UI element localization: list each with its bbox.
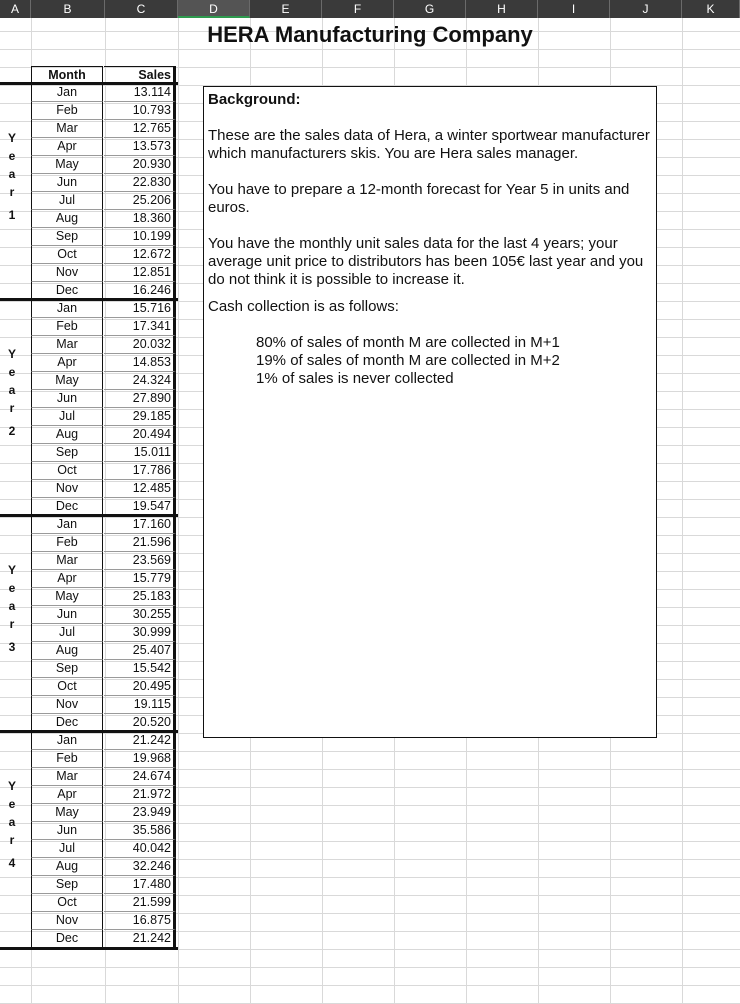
month-cell[interactable]: Mar (31, 336, 103, 354)
sales-cell[interactable]: 17.160 (104, 516, 176, 534)
background-paragraph-2: You have to prepare a 12-month forecast for Year 5 in units and euros. (208, 181, 630, 216)
year-separator (0, 298, 178, 301)
month-cell[interactable]: Jul (31, 192, 103, 210)
month-cell[interactable]: Jun (31, 390, 103, 408)
month-cell[interactable]: Sep (31, 660, 103, 678)
sales-cell[interactable]: 20.494 (104, 426, 176, 444)
sales-cell[interactable]: 15.011 (104, 444, 176, 462)
column-header-c[interactable]: C (105, 0, 178, 18)
month-cell[interactable]: Oct (31, 246, 103, 264)
sales-cell[interactable]: 10.199 (104, 228, 176, 246)
month-cell[interactable]: Jun (31, 822, 103, 840)
collection-item: 19% of sales of month M are collected in M+2 (256, 352, 560, 369)
month-column-header[interactable]: Month (31, 66, 103, 84)
month-cell[interactable]: Nov (31, 480, 103, 498)
sales-cell[interactable]: 30.255 (104, 606, 176, 624)
column-header-k[interactable]: K (682, 0, 740, 18)
sales-cell[interactable]: 19.115 (104, 696, 176, 714)
month-cell[interactable]: Nov (31, 696, 103, 714)
collection-list (208, 334, 652, 388)
month-cell[interactable]: Dec (31, 930, 103, 948)
background-paragraph-3: You have the monthly unit sales data for the last 4 years; your average unit price to distributors has been 105€ last year and you do not think it is possible to increase it. (208, 235, 644, 288)
sales-cell[interactable]: 21.599 (104, 894, 176, 912)
column-header-a[interactable]: A (0, 0, 31, 18)
column-header-i[interactable]: I (538, 0, 610, 18)
month-cell[interactable]: Nov (31, 264, 103, 282)
sales-cell[interactable]: 21.972 (104, 786, 176, 804)
year-separator (0, 82, 178, 85)
sales-cell[interactable]: 25.183 (104, 588, 176, 606)
month-cell[interactable]: Apr (31, 354, 103, 372)
sales-cell[interactable]: 19.547 (104, 498, 176, 516)
sales-cell[interactable]: 24.324 (104, 372, 176, 390)
sales-cell[interactable]: 12.672 (104, 246, 176, 264)
month-cell[interactable]: Jan (31, 732, 103, 750)
month-cell[interactable]: Jan (31, 516, 103, 534)
sales-cell[interactable]: 20.930 (104, 156, 176, 174)
sales-cell[interactable]: 29.185 (104, 408, 176, 426)
column-header-j[interactable]: J (610, 0, 682, 18)
sales-cell[interactable]: 17.341 (104, 318, 176, 336)
month-cell[interactable]: Jun (31, 606, 103, 624)
background-paragraph-4: Cash collection is as follows: (208, 298, 399, 315)
sales-cell[interactable]: 17.480 (104, 876, 176, 894)
sales-cell[interactable]: 17.786 (104, 462, 176, 480)
month-cell[interactable]: Feb (31, 102, 103, 120)
collection-item: 1% of sales is never collected (256, 370, 454, 387)
year-label: Y e a r 4 (7, 779, 16, 870)
column-header-d[interactable]: D (178, 0, 250, 18)
month-cell[interactable]: May (31, 588, 103, 606)
month-cell[interactable]: Aug (31, 210, 103, 228)
sales-cell[interactable]: 12.851 (104, 264, 176, 282)
month-cell[interactable]: Aug (31, 642, 103, 660)
month-cell[interactable]: May (31, 372, 103, 390)
sales-cell[interactable]: 16.875 (104, 912, 176, 930)
column-header-h[interactable]: H (466, 0, 538, 18)
sales-cell[interactable]: 30.999 (104, 624, 176, 642)
sales-cell[interactable]: 21.596 (104, 534, 176, 552)
background-heading: Background: (208, 91, 301, 108)
month-cell[interactable]: Jun (31, 174, 103, 192)
year-label: Y e a r 2 (7, 347, 16, 438)
sales-cell[interactable]: 15.779 (104, 570, 176, 588)
month-cell[interactable]: Aug (31, 858, 103, 876)
background-paragraph-1: These are the sales data of Hera, a winter sportwear manufacturer which manufacturers skis. You are Hera sales manager. (208, 127, 650, 162)
sales-column-header[interactable]: Sales (104, 66, 176, 84)
month-cell[interactable]: Apr (31, 786, 103, 804)
month-cell[interactable]: Oct (31, 462, 103, 480)
month-cell[interactable]: Feb (31, 318, 103, 336)
grid-column-line (178, 18, 179, 1004)
month-cell[interactable]: Dec (31, 498, 103, 516)
sales-cell[interactable]: 32.246 (104, 858, 176, 876)
year-label: Y e a r 1 (7, 131, 16, 222)
table-bottom-border (0, 947, 178, 950)
month-cell[interactable]: Jul (31, 840, 103, 858)
month-cell[interactable]: Mar (31, 768, 103, 786)
column-header-f[interactable]: F (322, 0, 394, 18)
month-cell[interactable]: Aug (31, 426, 103, 444)
sales-cell[interactable]: 16.246 (104, 282, 176, 300)
month-cell[interactable]: Jan (31, 300, 103, 318)
grid-row-line (0, 985, 740, 986)
month-cell[interactable]: Sep (31, 228, 103, 246)
year-separator (0, 730, 178, 733)
sales-cell[interactable]: 21.242 (104, 930, 176, 948)
sales-cell[interactable]: 23.949 (104, 804, 176, 822)
sales-cell[interactable]: 18.360 (104, 210, 176, 228)
grid-row-line (0, 49, 740, 50)
year-separator (0, 514, 178, 517)
sales-cell[interactable]: 40.042 (104, 840, 176, 858)
month-cell[interactable]: Feb (31, 750, 103, 768)
column-header-g[interactable]: G (394, 0, 466, 18)
grid-column-line (682, 18, 683, 1004)
grid-row-line (0, 967, 740, 968)
background-textbox[interactable] (203, 86, 657, 738)
month-cell[interactable]: Sep (31, 444, 103, 462)
sales-cell[interactable]: 20.032 (104, 336, 176, 354)
sales-cell[interactable]: 25.407 (104, 642, 176, 660)
sales-cell[interactable]: 13.573 (104, 138, 176, 156)
sales-cell[interactable]: 14.853 (104, 354, 176, 372)
column-header-b[interactable]: B (31, 0, 105, 18)
sales-cell[interactable]: 27.890 (104, 390, 176, 408)
sales-cell[interactable]: 23.569 (104, 552, 176, 570)
month-cell[interactable]: Apr (31, 138, 103, 156)
sales-cell[interactable]: 20.495 (104, 678, 176, 696)
month-cell[interactable]: Mar (31, 552, 103, 570)
sales-cell[interactable]: 13.114 (104, 84, 176, 102)
month-cell[interactable]: Dec (31, 282, 103, 300)
sales-cell[interactable]: 10.793 (104, 102, 176, 120)
month-cell[interactable]: Dec (31, 714, 103, 732)
month-cell[interactable]: Jan (31, 84, 103, 102)
sales-cell[interactable]: 15.716 (104, 300, 176, 318)
sales-cell[interactable]: 22.830 (104, 174, 176, 192)
month-cell[interactable]: May (31, 804, 103, 822)
sales-cell[interactable]: 20.520 (104, 714, 176, 732)
month-cell[interactable]: Nov (31, 912, 103, 930)
collection-item: 80% of sales of month M are collected in M+1 (256, 334, 560, 351)
month-cell[interactable]: Jul (31, 408, 103, 426)
sales-cell[interactable]: 19.968 (104, 750, 176, 768)
month-cell[interactable]: Jul (31, 624, 103, 642)
year-label: Y e a r 3 (7, 563, 16, 654)
month-cell[interactable]: Oct (31, 678, 103, 696)
sales-cell[interactable]: 35.586 (104, 822, 176, 840)
column-header-e[interactable]: E (250, 0, 322, 18)
month-cell[interactable]: Feb (31, 534, 103, 552)
sales-cell[interactable]: 12.765 (104, 120, 176, 138)
sales-cell[interactable]: 24.674 (104, 768, 176, 786)
month-cell[interactable]: May (31, 156, 103, 174)
month-cell[interactable]: Mar (31, 120, 103, 138)
sales-cell[interactable]: 12.485 (104, 480, 176, 498)
month-cell[interactable]: Oct (31, 894, 103, 912)
sales-cell[interactable]: 15.542 (104, 660, 176, 678)
sales-cell[interactable]: 21.242 (104, 732, 176, 750)
month-cell[interactable]: Sep (31, 876, 103, 894)
sheet-title[interactable]: HERA Manufacturing Company (207, 22, 533, 47)
sales-cell[interactable]: 25.206 (104, 192, 176, 210)
month-cell[interactable]: Apr (31, 570, 103, 588)
